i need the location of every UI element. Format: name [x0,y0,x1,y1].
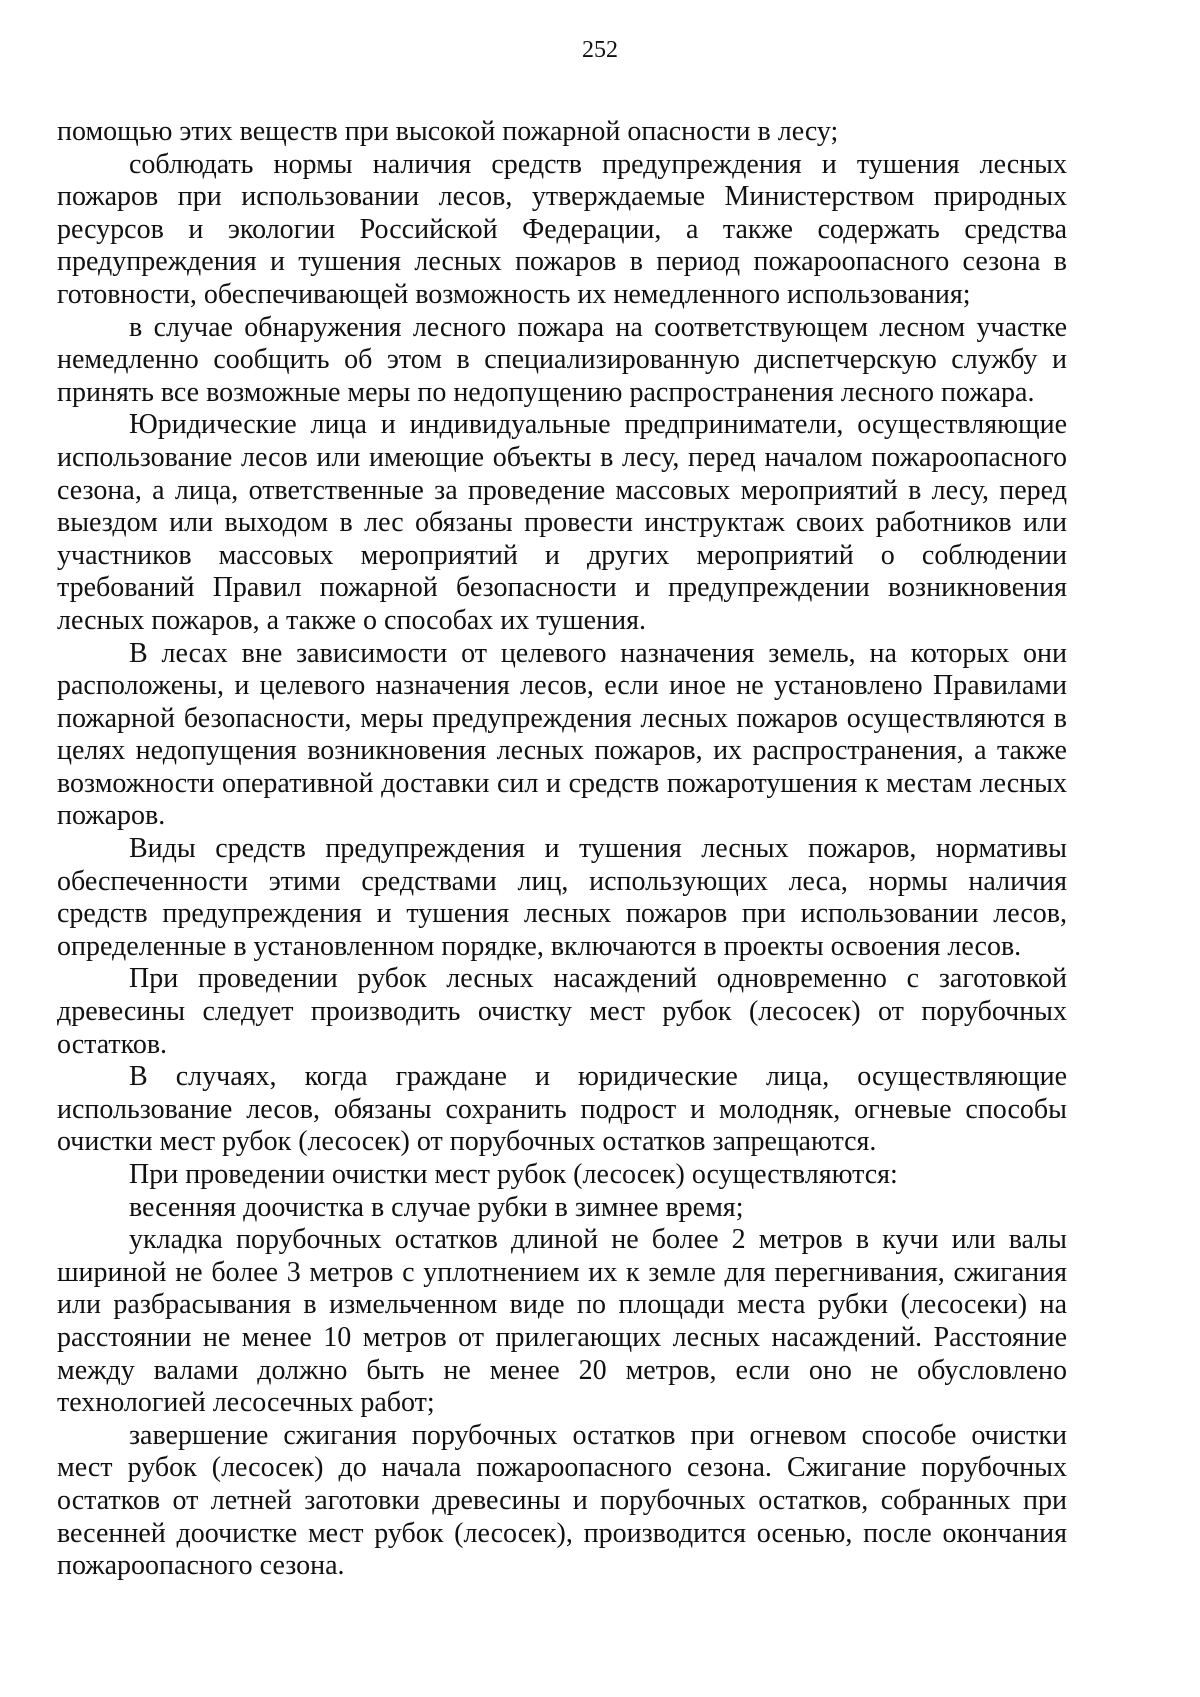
page-body [57,116,1067,1583]
page-number: 252 [582,37,618,63]
paragraph-equipment-types: Виды средств предупреждения и тушения лесных пожаров, нормативы обеспеченности этими средствами лиц, использующих леса, нормы наличия средств предупреждения и тушения лесных пожаров при использовании лесов, определенные в установленном порядке, включаются в проекты освоения лесов. [57,833,1067,962]
paragraph-fire-detection-report: в случае обнаружения лесного пожара на соответствующем лесном участке немедленно сообщить об этом в специализированную диспетчерскую службу и принять все возможные меры по недопущению распространения лесного пожара. [57,311,1067,408]
paragraph-burning-completion: завершение сжигания порубочных остатков при огневом способе очистки мест рубок (лесосек) до начала пожароопасного сезона. Сжигание порубочных остатков от летней заготовки древесины и порубочных остатков, собранных при весенней доочистке мест рубок (лесосек), производится осенью, после окончания пожароопасного сезона. [57,1419,1067,1582]
paragraph-briefing-obligation: Юридические лица и индивидуальные предприниматели, осуществляющие использование лесов или имеющие объекты в лесу, перед началом пожароопасного сезона, а лица, ответственные за проведение массовых мероприятий в лесу, перед выездом или выходом в лес обязаны провести инструктаж своих работников или участников массовых мероприятий и других мероприятий о соблюдении требований Правил пожарной безопасности и предупреждении возникновения лесных пожаров, а также о способах их тушения. [57,409,1067,636]
paragraph-prevention-measures: В лесах вне зависимости от целевого назначения земель, на которых они расположены, и целевого назначения лесов, если иное не установлено Правилами пожарной безопасности, меры предупреждения лесных пожаров осуществляются в целях недопущения возникновения лесных пожаров, их распространения, а также возможности оперативной доставки сил и средств пожаротушения к местам лесных пожаров. [57,637,1067,832]
paragraph-cleanup-intro: При проведении очистки мест рубок (лесосек) осуществляются: [129,1159,898,1190]
paragraph-continuation: помощью этих веществ при высокой пожарной опасности в лесу; [57,116,839,147]
paragraph-residue-piling: укладка порубочных остатков длиной не более 2 метров в кучи или валы шириной не более 3 метров с уплотнением их к земле для перегнивания, сжигания или разбрасывания в измельченном виде по площади места рубки (лесосеки) на расстоянии не менее 10 метров от прилегающих лесных насаждений. Расстояние между валами должно быть не менее 20 метров, если оно не обусловлено технологией лесосечных работ; [57,1224,1067,1419]
paragraph-fire-equipment-norms: соблюдать нормы наличия средств предупреждения и тушения лесных пожаров при использовании лесов, утверждаемые Министерством природных ресурсов и экологии Российской Федерации, а также содержать средства предупреждения и тушения лесных пожаров в период пожароопасного сезона в готовности, обеспечивающей возможность их немедленного использования; [57,148,1067,310]
paragraph-spring-cleanup: весенняя доочистка в случае рубки в зимнее время; [129,1191,744,1223]
paragraph-logging-cleanup: При проведении рубок лесных насаждений одновременно с заготовкой древесины следует производить очистку мест рубок (лесосек) от порубочных остатков. [57,963,1067,1060]
paragraph-fire-cleanup-ban: В случаях, когда граждане и юридические лица, осуществляющие использование лесов, обязаны сохранить подрост и молодняк, огневые способы очистки мест рубок (лесосек) от порубочных остатков запрещаются. [57,1061,1067,1158]
